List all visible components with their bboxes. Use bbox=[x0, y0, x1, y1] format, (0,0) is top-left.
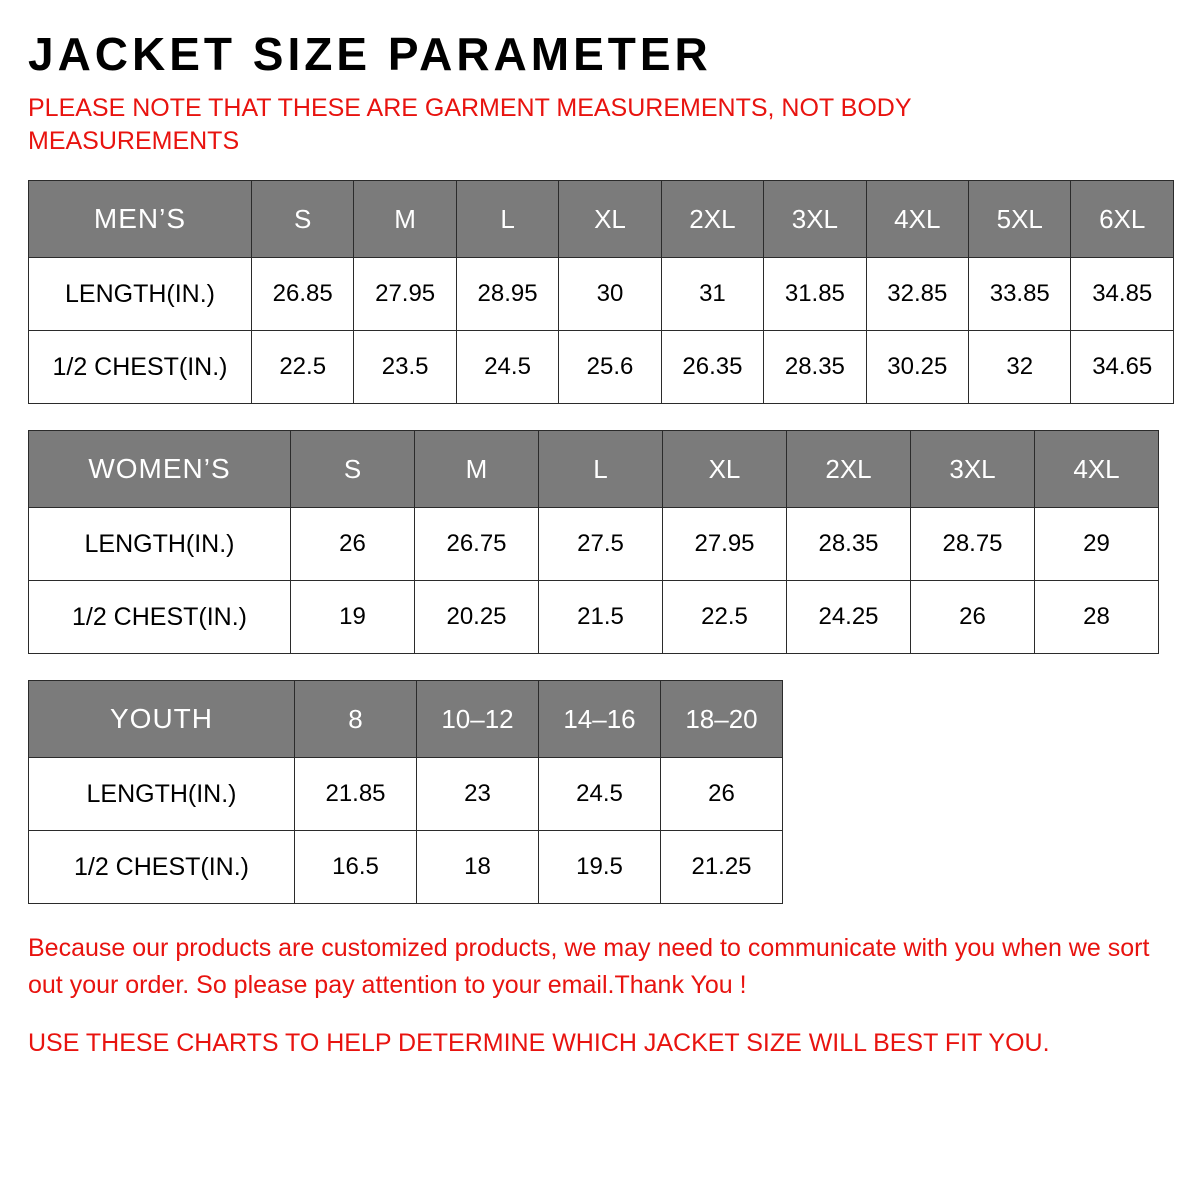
column-header: L bbox=[539, 431, 663, 508]
table-cell: 24.5 bbox=[456, 331, 558, 404]
row-label: 1/2 CHEST(IN.) bbox=[29, 831, 295, 904]
column-header: S bbox=[251, 181, 353, 258]
column-header: 10–12 bbox=[417, 681, 539, 758]
table-row bbox=[29, 831, 783, 904]
column-header: 2XL bbox=[787, 431, 911, 508]
group-label: YOUTH bbox=[29, 681, 295, 758]
column-header: 8 bbox=[295, 681, 417, 758]
table-cell: 22.5 bbox=[251, 331, 353, 404]
column-header: 3XL bbox=[911, 431, 1035, 508]
column-header: 6XL bbox=[1071, 181, 1174, 258]
table-header-row bbox=[29, 431, 1159, 508]
table-cell: 27.5 bbox=[539, 508, 663, 581]
table-cell: 23 bbox=[417, 758, 539, 831]
footer-paragraph-instruction: USE THESE CHARTS TO HELP DETERMINE WHICH JACKET SIZE WILL BEST FIT YOU. bbox=[28, 1028, 1050, 1057]
measurement-note: PLEASE NOTE THAT THESE ARE GARMENT MEASUREMENTS, NOT BODY MEASUREMENTS bbox=[28, 94, 912, 156]
table-cell: 24.5 bbox=[539, 758, 661, 831]
table-cell: 34.65 bbox=[1071, 331, 1174, 404]
table-cell: 28.95 bbox=[456, 258, 558, 331]
column-header: S bbox=[291, 431, 415, 508]
table-cell: 18 bbox=[417, 831, 539, 904]
column-header: XL bbox=[663, 431, 787, 508]
table-cell: 21.25 bbox=[661, 831, 783, 904]
table-cell: 21.85 bbox=[295, 758, 417, 831]
table-cell: 29 bbox=[1035, 508, 1159, 581]
table-cell: 27.95 bbox=[663, 508, 787, 581]
table-cell: 23.5 bbox=[354, 331, 456, 404]
table-cell: 24.25 bbox=[787, 581, 911, 654]
group-label: WOMEN’S bbox=[29, 431, 291, 508]
column-header: M bbox=[354, 181, 456, 258]
table-cell: 26 bbox=[911, 581, 1035, 654]
table-cell: 26 bbox=[661, 758, 783, 831]
table-cell: 33.85 bbox=[969, 258, 1071, 331]
footer-paragraph-customization: Because our products are customized products, we may need to communicate with you when we sort out your order. So please pay attention to your email.Thank You ! bbox=[28, 934, 1150, 999]
table-cell: 26.85 bbox=[251, 258, 353, 331]
column-header: L bbox=[456, 181, 558, 258]
womens-size-table bbox=[28, 430, 1159, 654]
page-title: JACKET SIZE PARAMETER bbox=[28, 28, 712, 80]
table-header-row bbox=[29, 181, 1174, 258]
table-row bbox=[29, 758, 783, 831]
mens-size-table bbox=[28, 180, 1174, 404]
table-row bbox=[29, 331, 1174, 404]
table-cell: 21.5 bbox=[539, 581, 663, 654]
table-cell: 28.35 bbox=[764, 331, 866, 404]
table-cell: 26.75 bbox=[415, 508, 539, 581]
column-header: 4XL bbox=[866, 181, 968, 258]
table-cell: 28.35 bbox=[787, 508, 911, 581]
column-header: 3XL bbox=[764, 181, 866, 258]
table-row bbox=[29, 258, 1174, 331]
column-header: 2XL bbox=[661, 181, 763, 258]
table-cell: 19 bbox=[291, 581, 415, 654]
row-label: LENGTH(IN.) bbox=[29, 758, 295, 831]
row-label: 1/2 CHEST(IN.) bbox=[29, 331, 252, 404]
table-header-row bbox=[29, 681, 783, 758]
column-header: 4XL bbox=[1035, 431, 1159, 508]
table-cell: 30 bbox=[559, 258, 661, 331]
table-cell: 32 bbox=[969, 331, 1071, 404]
table-cell: 30.25 bbox=[866, 331, 968, 404]
table-cell: 31 bbox=[661, 258, 763, 331]
table-cell: 22.5 bbox=[663, 581, 787, 654]
group-label: MEN’S bbox=[29, 181, 252, 258]
row-label: 1/2 CHEST(IN.) bbox=[29, 581, 291, 654]
column-header: 5XL bbox=[969, 181, 1071, 258]
table-cell: 28.75 bbox=[911, 508, 1035, 581]
table-cell: 26 bbox=[291, 508, 415, 581]
table-cell: 16.5 bbox=[295, 831, 417, 904]
table-cell: 32.85 bbox=[866, 258, 968, 331]
row-label: LENGTH(IN.) bbox=[29, 508, 291, 581]
table-cell: 26.35 bbox=[661, 331, 763, 404]
table-cell: 31.85 bbox=[764, 258, 866, 331]
footer-notes bbox=[28, 930, 1158, 1061]
youth-size-table bbox=[28, 680, 783, 904]
table-row bbox=[29, 508, 1159, 581]
column-header: 18–20 bbox=[661, 681, 783, 758]
row-label: LENGTH(IN.) bbox=[29, 258, 252, 331]
table-cell: 20.25 bbox=[415, 581, 539, 654]
table-cell: 25.6 bbox=[559, 331, 661, 404]
column-header: XL bbox=[559, 181, 661, 258]
table-cell: 28 bbox=[1035, 581, 1159, 654]
column-header: M bbox=[415, 431, 539, 508]
table-cell: 34.85 bbox=[1071, 258, 1174, 331]
table-cell: 27.95 bbox=[354, 258, 456, 331]
table-cell: 19.5 bbox=[539, 831, 661, 904]
table-row bbox=[29, 581, 1159, 654]
column-header: 14–16 bbox=[539, 681, 661, 758]
